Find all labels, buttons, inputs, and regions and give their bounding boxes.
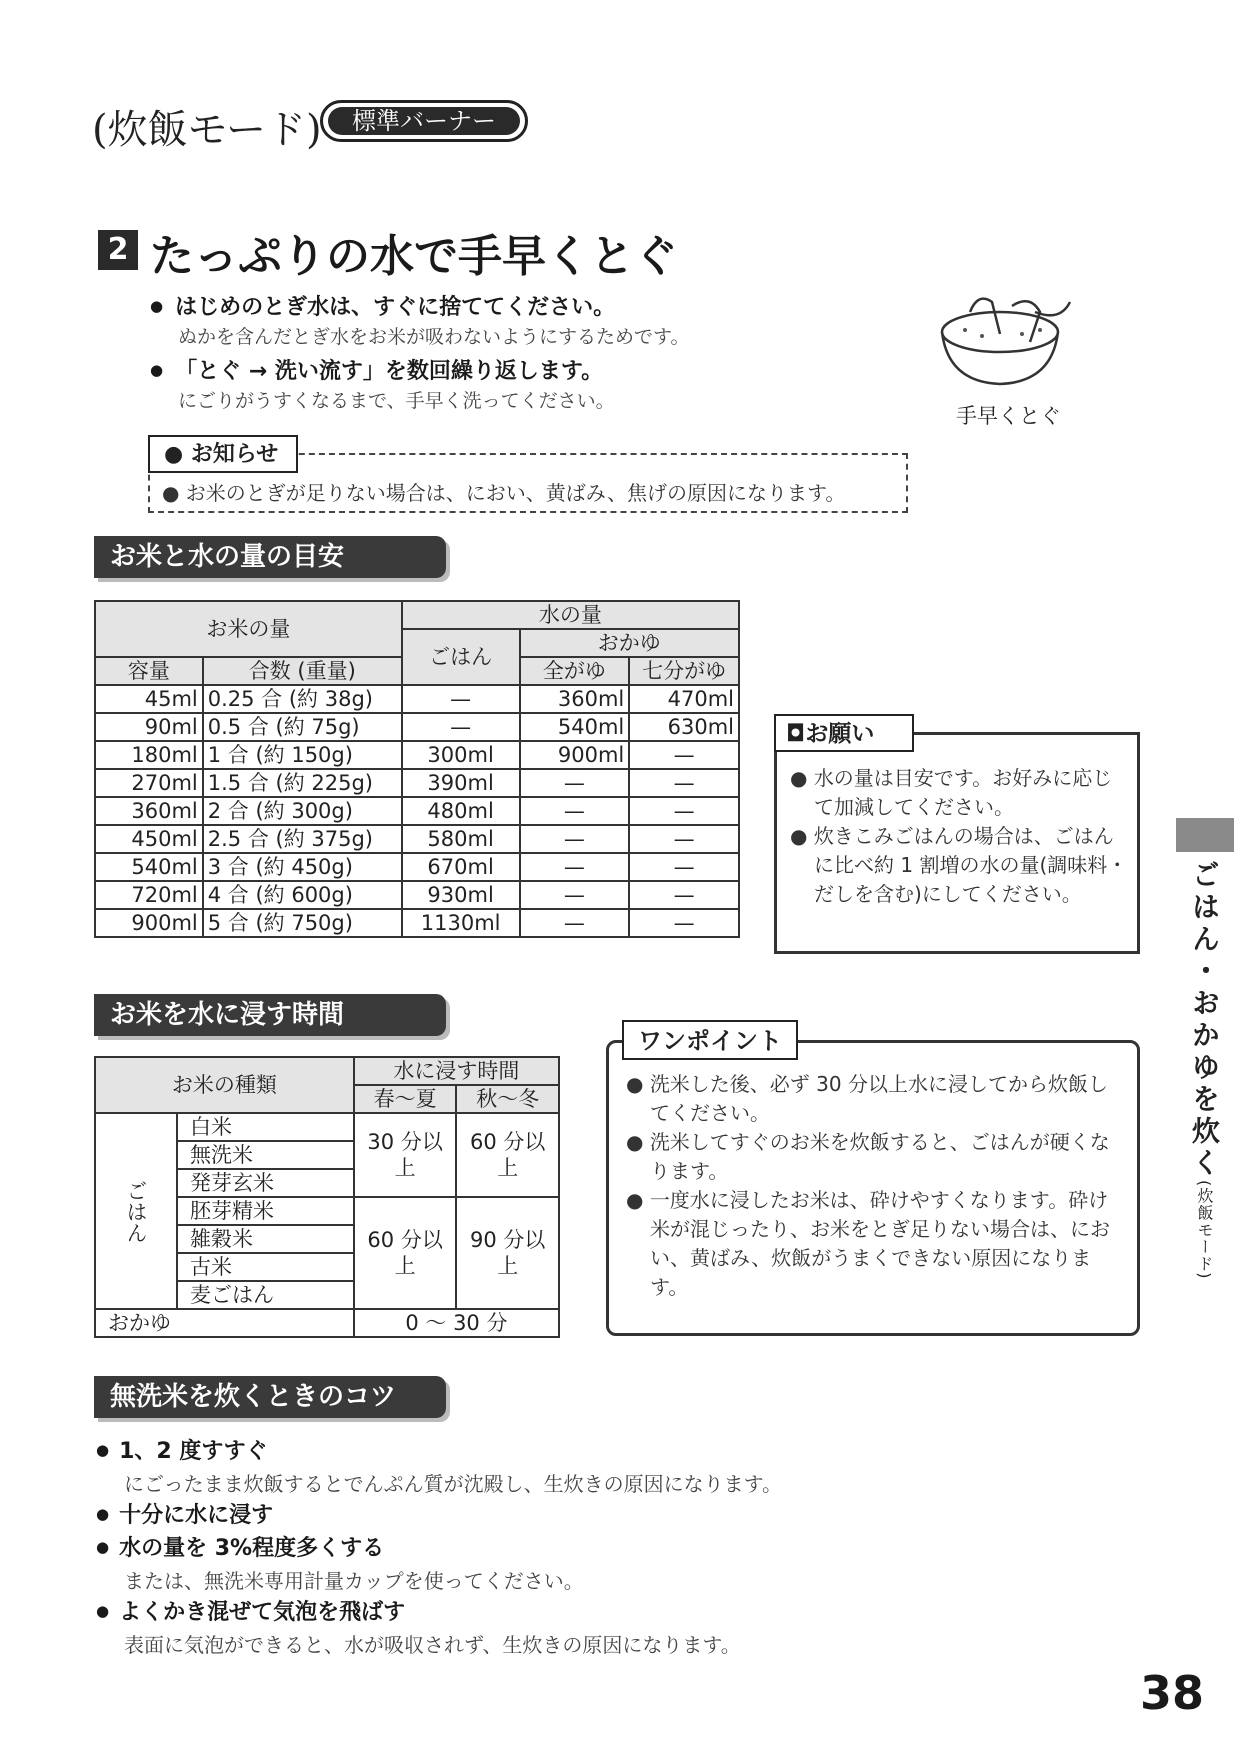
cell: — bbox=[629, 853, 739, 881]
mode-title: (炊飯モード) bbox=[92, 107, 322, 153]
cell: — bbox=[402, 685, 520, 713]
side-section-sub: (炊飯モード) bbox=[1195, 1180, 1214, 1280]
cell: — bbox=[629, 881, 739, 909]
bullet-2: ● 「とぐ → 洗い流す」を数回繰り返します。 bbox=[150, 354, 603, 385]
cell: 1 合 (約 150g) bbox=[203, 741, 402, 769]
water-section-title: お米と水の量の目安 bbox=[94, 536, 446, 578]
side-section-label: ごはん・おかゆを炊く(炊飯モード) bbox=[1188, 860, 1221, 1280]
cell: — bbox=[629, 797, 739, 825]
group2-autumn: 90 分以上 bbox=[456, 1197, 559, 1309]
table-row bbox=[95, 1113, 559, 1141]
onegai-item: ● 炊きこみごはんの場合は、ごはんに比べ約 1 割増の水の量(調味料・だしを含む)にしてください。 bbox=[790, 822, 1130, 909]
onegai-text bbox=[790, 764, 1130, 909]
tip-head: ● 十分に水に浸す bbox=[96, 1500, 1136, 1533]
table-row bbox=[95, 825, 739, 853]
table-row bbox=[95, 797, 739, 825]
notice-title: ● お知らせ bbox=[148, 435, 298, 473]
rice-kind: 胚芽精米 bbox=[177, 1197, 354, 1225]
table-row bbox=[95, 713, 739, 741]
tip-sub: または、無洗米専用計量カップを使ってください。 bbox=[124, 1569, 584, 1593]
cell: 450ml bbox=[95, 825, 203, 853]
burner-badge-label: 標準バーナー bbox=[328, 107, 520, 135]
cell: 5 合 (約 750g) bbox=[203, 909, 402, 937]
table-row bbox=[95, 769, 739, 797]
cell: 540ml bbox=[95, 853, 203, 881]
cell: 0.25 合 (約 38g) bbox=[203, 685, 402, 713]
step-number: 2 bbox=[98, 230, 138, 270]
cell: 480ml bbox=[402, 797, 520, 825]
tip-head: ● よくかき混ぜて気泡を飛ばす bbox=[96, 1597, 1136, 1630]
cell: 0.5 合 (約 75g) bbox=[203, 713, 402, 741]
cell: 580ml bbox=[402, 825, 520, 853]
illustration-caption: 手早くとぐ bbox=[956, 404, 1061, 428]
cell: 900ml bbox=[95, 909, 203, 937]
cell: 300ml bbox=[402, 741, 520, 769]
cell: — bbox=[629, 825, 739, 853]
tip-sub: 表面に気泡ができると、水が吸収されず、生炊きの原因になります。 bbox=[124, 1633, 741, 1657]
table-row bbox=[95, 1309, 559, 1337]
rice-kind: 白米 bbox=[177, 1113, 354, 1141]
cell: 670ml bbox=[402, 853, 520, 881]
okayu-time: 0 〜 30 分 bbox=[354, 1309, 559, 1337]
group1-spring: 30 分以上 bbox=[354, 1113, 457, 1197]
onepoint-title: ワンポイント bbox=[622, 1020, 798, 1060]
okayu-header: おかゆ bbox=[520, 629, 740, 657]
cell: — bbox=[520, 797, 630, 825]
tip-head: ● 水の量を 3%程度多くする bbox=[96, 1533, 1136, 1566]
cell: — bbox=[629, 769, 739, 797]
cell: 4 合 (約 600g) bbox=[203, 881, 402, 909]
cell: 1.5 合 (約 225g) bbox=[203, 769, 402, 797]
onepoint-item: ● 洗米した後、必ず 30 分以上水に浸してから炊飯してください。 bbox=[626, 1070, 1126, 1128]
table-row bbox=[95, 853, 739, 881]
cell: 390ml bbox=[402, 769, 520, 797]
cell: 360ml bbox=[95, 797, 203, 825]
cell: 2.5 合 (約 375g) bbox=[203, 825, 402, 853]
onepoint-item: ● 洗米してすぐのお米を炊飯すると、ごはんが硬くなります。 bbox=[626, 1128, 1126, 1186]
table-row bbox=[95, 881, 739, 909]
cell: 360ml bbox=[520, 685, 630, 713]
onepoint-text bbox=[626, 1070, 1126, 1302]
cell: — bbox=[520, 825, 630, 853]
side-tab-marker bbox=[1176, 818, 1234, 852]
cell: 180ml bbox=[95, 741, 203, 769]
cell: 470ml bbox=[629, 685, 739, 713]
bullet-1: ● はじめのとぎ水は、すぐに捨ててください。 bbox=[150, 290, 615, 321]
step-title: たっぷりの水で手早くとぐ bbox=[150, 231, 678, 282]
shichibu-header: 七分がゆ bbox=[629, 657, 739, 685]
cell: — bbox=[520, 853, 630, 881]
musenmai-tips bbox=[96, 1436, 1136, 1661]
cell: 1130ml bbox=[402, 909, 520, 937]
water-table bbox=[94, 600, 740, 938]
cell: 540ml bbox=[520, 713, 630, 741]
group1-autumn: 60 分以上 bbox=[456, 1113, 559, 1197]
tip-sub: にごったまま炊飯するとでんぷん質が沈殿し、生炊きの原因になります。 bbox=[124, 1472, 782, 1496]
cell: 900ml bbox=[520, 741, 630, 769]
kind-header: お米の種類 bbox=[95, 1057, 354, 1113]
rice-washing-illustration-icon bbox=[930, 272, 1080, 392]
request-icon: ◘ bbox=[786, 721, 806, 747]
cell: — bbox=[629, 909, 739, 937]
cell: — bbox=[520, 881, 630, 909]
cell: 2 合 (約 300g) bbox=[203, 797, 402, 825]
onegai-title: ◘お願い bbox=[774, 714, 914, 752]
gohan-group-label: ごはん bbox=[95, 1113, 177, 1309]
cell: 90ml bbox=[95, 713, 203, 741]
okayu-label: おかゆ bbox=[95, 1309, 354, 1337]
time-header: 水に浸す時間 bbox=[354, 1057, 559, 1085]
onepoint-item: ● 一度水に浸したお米は、砕けやすくなります。砕け米が混じったり、お米をとぎ足りない場合は、におい、黄ばみ、炊飯がうまくできない原因になります。 bbox=[626, 1186, 1126, 1302]
rice-kind: 古米 bbox=[177, 1253, 354, 1281]
onegai-item: ● 水の量は目安です。お好みに応じて加減してください。 bbox=[790, 764, 1130, 822]
cell: — bbox=[629, 741, 739, 769]
notice-text: ● お米のとぎが足りない場合は、におい、黄ばみ、焦げの原因になります。 bbox=[162, 481, 846, 505]
cell: — bbox=[520, 909, 630, 937]
table-row bbox=[95, 741, 739, 769]
soak-section-title: お米を水に浸す時間 bbox=[94, 994, 446, 1036]
rice-kind: 麦ごはん bbox=[177, 1281, 354, 1309]
cell: 3 合 (約 450g) bbox=[203, 853, 402, 881]
water-amount-header: 水の量 bbox=[402, 601, 739, 629]
table-row bbox=[95, 685, 739, 713]
cell: 930ml bbox=[402, 881, 520, 909]
bullet-1-sub: ぬかを含んだとぎ水をお米が吸わないようにするためです。 bbox=[178, 326, 690, 348]
cell: 720ml bbox=[95, 881, 203, 909]
cell: — bbox=[520, 769, 630, 797]
gou-header: 合数 (重量) bbox=[203, 657, 402, 685]
table-row bbox=[95, 909, 739, 937]
tip-head: ● 1、2 度すすぐ bbox=[96, 1436, 1136, 1469]
burner-badge bbox=[320, 100, 528, 142]
cell: 630ml bbox=[629, 713, 739, 741]
musenmai-section-title: 無洗米を炊くときのコツ bbox=[94, 1376, 446, 1418]
rice-amount-header: お米の量 bbox=[95, 601, 402, 657]
rice-kind: 発芽玄米 bbox=[177, 1169, 354, 1197]
zengayu-header: 全がゆ bbox=[520, 657, 630, 685]
cell: 270ml bbox=[95, 769, 203, 797]
spring-header: 春〜夏 bbox=[354, 1085, 457, 1113]
cell: — bbox=[402, 713, 520, 741]
soak-table bbox=[94, 1056, 560, 1338]
group2-spring: 60 分以上 bbox=[354, 1197, 457, 1309]
volume-header: 容量 bbox=[95, 657, 203, 685]
rice-kind: 雑穀米 bbox=[177, 1225, 354, 1253]
page-number: 38 bbox=[1140, 1666, 1205, 1720]
rice-kind: 無洗米 bbox=[177, 1141, 354, 1169]
cell: 45ml bbox=[95, 685, 203, 713]
gohan-header: ごはん bbox=[402, 629, 520, 685]
bullet-2-sub: にごりがうすくなるまで、手早く洗ってください。 bbox=[178, 390, 615, 412]
autumn-header: 秋〜冬 bbox=[456, 1085, 559, 1113]
